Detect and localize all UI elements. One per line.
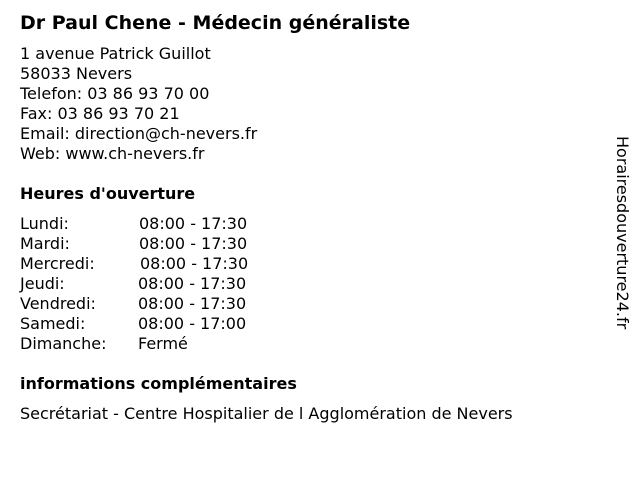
- time-value: 08:00 - 17:30: [139, 234, 248, 253]
- time-value: 08:00 - 17:30: [138, 274, 247, 293]
- fax-number: Fax: 03 86 93 70 21: [20, 104, 180, 123]
- watermark-text: Horairesdouverture24.fr: [613, 136, 632, 330]
- page-title: Dr Paul Chene - Médecin généraliste: [20, 12, 411, 34]
- site-watermark: [612, 136, 632, 370]
- info-heading: informations complémentaires: [20, 374, 297, 393]
- website: Web: www.ch-nevers.fr: [20, 144, 205, 163]
- time-value: 08:00 - 17:00: [138, 314, 247, 333]
- info-text: Secrétariat - Centre Hospitalier de l Agglomération de Nevers: [20, 404, 513, 423]
- time-value: 08:00 - 17:30: [138, 294, 247, 313]
- day-label: Mercredi:: [20, 254, 95, 273]
- day-label: Mardi:: [20, 234, 70, 253]
- day-label: Lundi:: [20, 214, 69, 233]
- hours-heading: Heures d'ouverture: [20, 184, 196, 203]
- address-block: [20, 44, 257, 164]
- day-label: Samedi:: [20, 314, 86, 333]
- time-value: 08:00 - 17:30: [139, 214, 248, 233]
- day-label: Jeudi:: [20, 274, 65, 293]
- address-city: 58033 Nevers: [20, 64, 133, 83]
- address-street: 1 avenue Patrick Guillot: [20, 44, 211, 63]
- email-address: Email: direction@ch-nevers.fr: [20, 124, 258, 143]
- time-value: Fermé: [138, 334, 188, 353]
- day-label: Vendredi:: [20, 294, 96, 313]
- phone-number: Telefon: 03 86 93 70 00: [20, 84, 210, 103]
- day-label: Dimanche:: [20, 334, 107, 353]
- time-value: 08:00 - 17:30: [140, 254, 249, 273]
